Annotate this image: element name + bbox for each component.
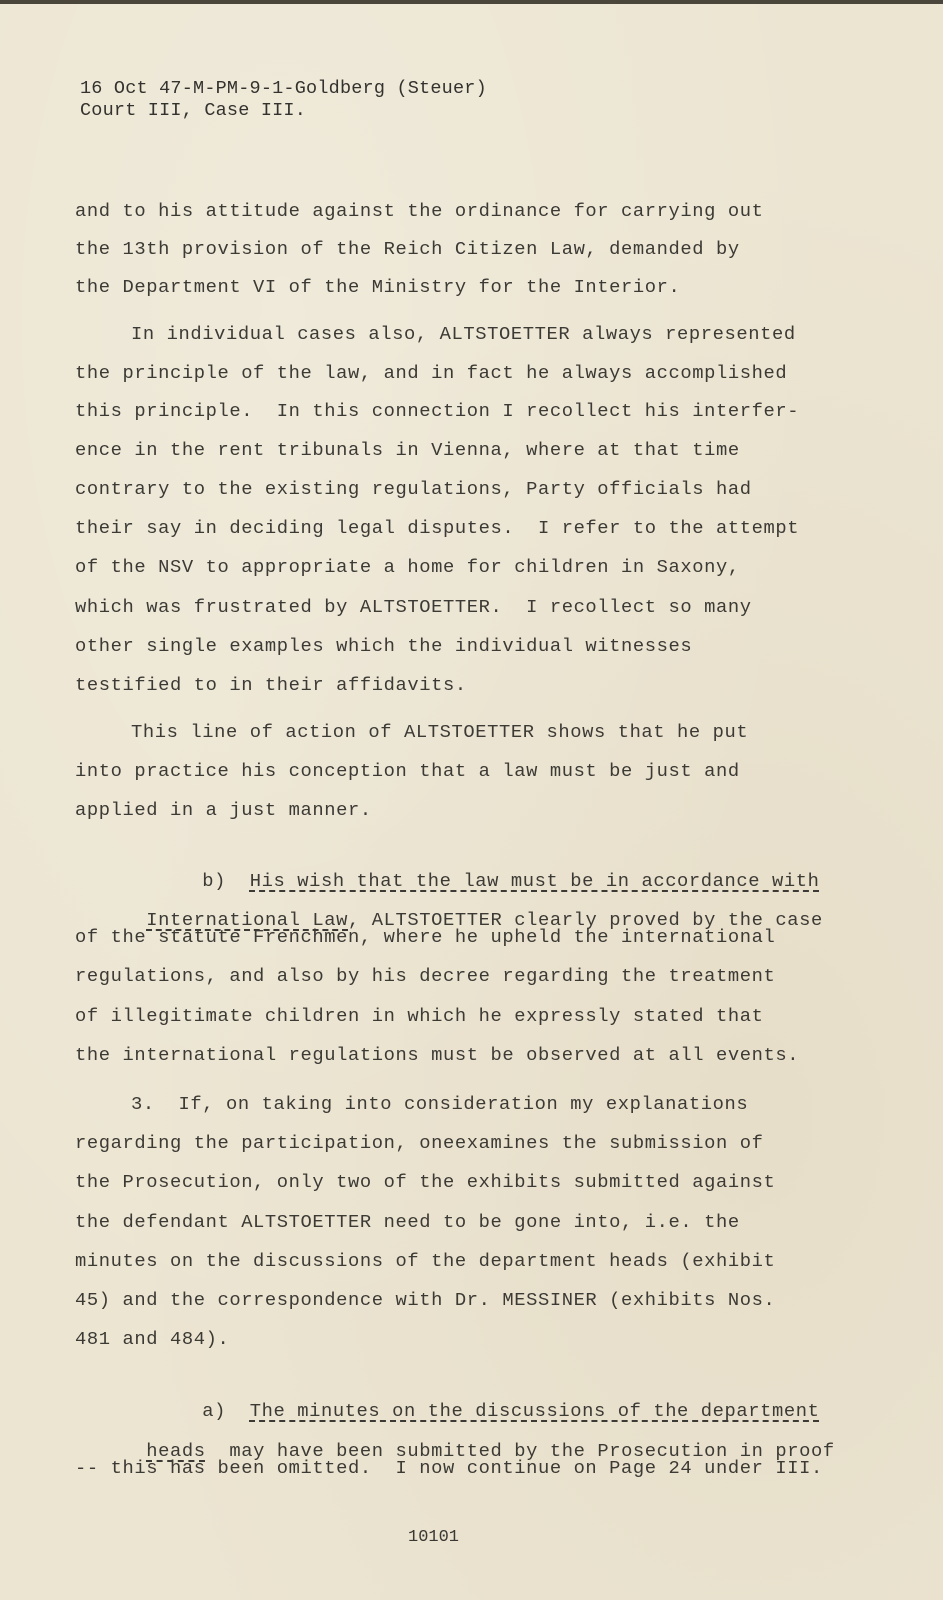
text-line: the Department VI of the Ministry for the Interior. [75,276,681,298]
underlined-heading: International Law [146,909,349,931]
text-line: contrary to the existing regulations, Party officials had [75,478,752,500]
text-line: regulations, and also by his decree regarding the treatment [75,965,776,987]
underlined-heading: His wish that the law must be in accordance with [249,870,820,892]
scan-edge [0,0,943,4]
list-marker: a) [202,1400,250,1422]
text-line: into practice his conception that a law must be just and [75,760,740,782]
text-line: ence in the rent tribunals in Vienna, where at that time [75,439,740,461]
text-line: regarding the participation, oneexamines the submission of [75,1132,764,1154]
text-line: of the NSV to appropriate a home for children in Saxony, [75,556,740,578]
text-line: the international regulations must be observed at all events. [75,1044,800,1066]
text-line: this principle. In this connection I recollect his interfer- [75,400,800,422]
document-header [80,78,487,122]
text-line: and to his attitude against the ordinance for carrying out [75,200,764,222]
text-line: the defendant ALTSTOETTER need to be gone into, i.e. the [75,1211,740,1233]
text-line: International Law, ALTSTOETTER clearly proved by the case [146,909,823,931]
text-line: which was frustrated by ALTSTOETTER. I recollect so many [75,596,752,618]
text-line-section-3: 3. If, on taking into consideration my explanations [131,1093,749,1115]
text-line: 45) and the correspondence with Dr. MESSINER (exhibits Nos. [75,1289,776,1311]
underlined-heading: heads [146,1440,206,1462]
underlined-heading: The minutes on the discussions of the department [249,1400,820,1422]
header-court-line: Court III, Case III. [80,100,307,121]
text-line: other single examples which the individual witnesses [75,635,693,657]
text-line: their say in deciding legal disputes. I refer to the attempt [75,517,800,539]
text-line: 481 and 484). [75,1328,230,1350]
text-line: applied in a just manner. [75,799,372,821]
header-reference-line: 16 Oct 47-M-PM-9-1-Goldberg (Steuer) [80,78,487,99]
text-line: testified to in their affidavits. [75,674,467,696]
list-marker: b) [202,870,250,892]
text-line: of illegitimate children in which he expressly stated that [75,1005,764,1027]
page-number: 10101 [408,1528,460,1547]
text-line: the 13th provision of the Reich Citizen Law, demanded by [75,238,740,260]
text-line: -- this has been omitted. I now continue on Page 24 under III. [75,1457,823,1479]
text-line: In individual cases also, ALTSTOETTER always represented [131,323,796,345]
text-line: of the statute Frenchmen, where he upheld the international [75,926,776,948]
text-line: heads may have been submitted by the Prosecution in proof [146,1440,835,1462]
text-line: the Prosecution, only two of the exhibits submitted against [75,1171,776,1193]
text-line: This line of action of ALTSTOETTER shows that he put [131,721,749,743]
text-line: minutes on the discussions of the department heads (exhibit [75,1250,776,1272]
text-line: the principle of the law, and in fact he always accomplished [75,362,788,384]
